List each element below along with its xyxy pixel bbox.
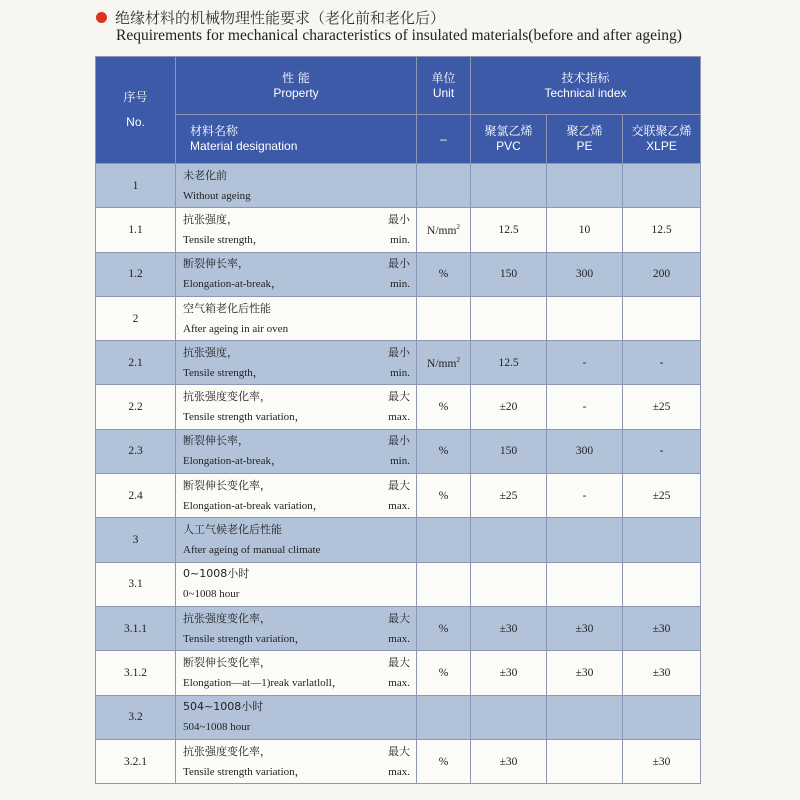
value-pvc: 12.5 xyxy=(471,341,547,385)
value-xlpe xyxy=(623,695,701,739)
heading-zh-text: 绝缘材料的机械物理性能要求（老化前和老化后） xyxy=(115,9,446,27)
row-unit xyxy=(417,474,471,518)
table-row xyxy=(96,562,701,606)
limit-zh: 最大 xyxy=(388,478,410,492)
limit-zh: 最小 xyxy=(388,212,410,226)
unit-text: % xyxy=(438,401,449,414)
value-xlpe: ±30 xyxy=(623,606,701,650)
row-property xyxy=(176,562,417,606)
unit-text: % xyxy=(438,445,449,458)
header-property-zh: 性 能 xyxy=(282,70,310,85)
table-row xyxy=(96,739,701,783)
value-pe xyxy=(547,739,623,783)
property-zh: 断裂伸长变化率， xyxy=(183,655,271,669)
header-unit-zh: 单位 xyxy=(431,70,456,85)
row-unit xyxy=(417,518,471,562)
requirements-table xyxy=(95,56,701,784)
header-no-zh: 序号 xyxy=(123,90,148,104)
value-pvc xyxy=(471,562,547,606)
limit-en: min. xyxy=(390,455,410,468)
value-pe xyxy=(547,695,623,739)
unit-text: % xyxy=(438,489,449,502)
value-pvc: ±20 xyxy=(471,385,547,429)
limit-zh: 最大 xyxy=(388,390,410,404)
row-number: 3.1.2 xyxy=(96,651,176,695)
row-unit xyxy=(417,695,471,739)
property-zh: 抗张强度， xyxy=(183,212,238,226)
header-no-en: No. xyxy=(126,115,145,129)
row-property xyxy=(176,341,417,385)
value-pe xyxy=(547,562,623,606)
heading-en: Requirements for mechanical characteristics of insulated materials(before and after ageing) xyxy=(116,27,682,44)
header-property-en: Property xyxy=(273,85,319,100)
property-zh: 0~1008小时 xyxy=(183,567,250,581)
value-xlpe: - xyxy=(623,341,701,385)
property-en: Elongation—at—1)reak varlatloll， xyxy=(183,676,343,689)
row-unit xyxy=(417,385,471,429)
value-pe xyxy=(547,296,623,340)
row-unit xyxy=(417,562,471,606)
property-en: Elongation-at-break variation， xyxy=(183,499,324,512)
table-row xyxy=(96,606,701,650)
unit-text: % xyxy=(438,755,449,768)
limit-en: min. xyxy=(390,278,410,291)
header-pvc-zh: 聚氯乙烯 xyxy=(484,124,533,138)
row-property xyxy=(176,651,417,695)
header-unit xyxy=(417,57,471,115)
header-unit-dash: – xyxy=(417,115,471,164)
property-en: Tensile strength variation， xyxy=(183,632,306,645)
value-xlpe xyxy=(623,164,701,208)
table-row xyxy=(96,695,701,739)
limit-en: max. xyxy=(388,676,410,689)
limit-en: min. xyxy=(390,233,410,246)
row-number: 3.1.1 xyxy=(96,606,176,650)
table-row xyxy=(96,341,701,385)
value-xlpe: ±25 xyxy=(623,385,701,429)
table-row xyxy=(96,252,701,296)
value-pvc: 12.5 xyxy=(471,208,547,252)
row-number: 3.2 xyxy=(96,695,176,739)
value-pvc: 150 xyxy=(471,252,547,296)
row-number: 2.2 xyxy=(96,385,176,429)
table-row xyxy=(96,474,701,518)
value-pvc: 150 xyxy=(471,429,547,473)
header-pe-en: PE xyxy=(576,139,593,153)
row-property xyxy=(176,164,417,208)
row-property xyxy=(176,208,417,252)
limit-zh: 最小 xyxy=(388,257,410,271)
table-body xyxy=(96,164,701,784)
property-en: After ageing in air oven xyxy=(183,322,289,335)
property-zh: 断裂伸长率， xyxy=(183,257,249,271)
value-pe xyxy=(547,518,623,562)
value-pvc: ±30 xyxy=(471,739,547,783)
value-xlpe: ±25 xyxy=(623,474,701,518)
table-row xyxy=(96,651,701,695)
value-pe: 300 xyxy=(547,429,623,473)
row-property xyxy=(176,385,417,429)
value-xlpe: 12.5 xyxy=(623,208,701,252)
property-zh: 人工气候老化后性能 xyxy=(183,523,282,537)
row-property xyxy=(176,606,417,650)
row-unit xyxy=(417,429,471,473)
value-pe: ±30 xyxy=(547,606,623,650)
row-property xyxy=(176,296,417,340)
property-en: Tensile strength， xyxy=(183,233,264,246)
row-unit xyxy=(417,606,471,650)
header-no xyxy=(96,57,176,164)
row-number: 2 xyxy=(96,296,176,340)
limit-zh: 最大 xyxy=(388,655,410,669)
value-xlpe xyxy=(623,562,701,606)
value-pvc xyxy=(471,296,547,340)
row-number: 2.4 xyxy=(96,474,176,518)
row-number: 3 xyxy=(96,518,176,562)
header-xlpe-zh: 交联聚乙烯 xyxy=(631,124,692,138)
property-zh: 未老化前 xyxy=(183,168,227,182)
limit-zh: 最大 xyxy=(388,744,410,758)
row-number: 1.1 xyxy=(96,208,176,252)
row-property xyxy=(176,474,417,518)
limit-en: max. xyxy=(388,499,410,512)
property-zh: 断裂伸长变化率， xyxy=(183,478,271,492)
header-material xyxy=(176,115,417,164)
limit-en: max. xyxy=(388,765,410,778)
value-pe: ±30 xyxy=(547,651,623,695)
limit-en: max. xyxy=(388,411,410,424)
unit-text: % xyxy=(438,268,449,281)
property-en: 0~1008 hour xyxy=(183,588,240,601)
header-pvc-en: PVC xyxy=(496,139,521,153)
unit-text: % xyxy=(438,622,449,635)
header-technical-index xyxy=(471,57,701,115)
property-en: 504~1008 hour xyxy=(183,721,251,734)
limit-zh: 最大 xyxy=(388,611,410,625)
table-row xyxy=(96,429,701,473)
unit-text: N/mm xyxy=(427,224,457,237)
value-xlpe xyxy=(623,296,701,340)
row-unit xyxy=(417,739,471,783)
row-unit xyxy=(417,296,471,340)
row-unit xyxy=(417,651,471,695)
row-property xyxy=(176,252,417,296)
row-number: 3.1 xyxy=(96,562,176,606)
unit-text: N/mm xyxy=(427,357,457,370)
red-bullet-icon xyxy=(96,12,107,23)
row-number: 2.1 xyxy=(96,341,176,385)
row-unit xyxy=(417,164,471,208)
header-unit-en: Unit xyxy=(432,85,455,100)
value-pvc xyxy=(471,518,547,562)
value-pvc xyxy=(471,164,547,208)
row-unit xyxy=(417,252,471,296)
value-pe: - xyxy=(547,474,623,518)
property-zh: 空气箱老化后性能 xyxy=(183,301,271,315)
row-unit xyxy=(417,341,471,385)
value-pe: - xyxy=(547,385,623,429)
table-row xyxy=(96,385,701,429)
row-property xyxy=(176,518,417,562)
header-pe xyxy=(547,115,623,164)
unit-text: % xyxy=(438,666,449,679)
limit-zh: 最小 xyxy=(388,345,410,359)
property-en: Tensile strength variation， xyxy=(183,411,306,424)
value-pvc: ±30 xyxy=(471,651,547,695)
property-en: Elongation-at-break， xyxy=(183,455,282,468)
header-pvc xyxy=(471,115,547,164)
property-en: Without ageing xyxy=(183,189,251,202)
value-xlpe: 200 xyxy=(623,252,701,296)
header-property xyxy=(176,57,417,115)
table-row xyxy=(96,296,701,340)
property-en: Tensile strength variation， xyxy=(183,765,306,778)
unit-superscript: 2 xyxy=(456,355,460,364)
property-zh: 抗张强度变化率， xyxy=(183,390,271,404)
property-zh: 抗张强度， xyxy=(183,345,238,359)
property-en: Tensile strength， xyxy=(183,366,264,379)
row-number: 1.2 xyxy=(96,252,176,296)
header-tech-zh: 技术指标 xyxy=(561,70,610,85)
unit-superscript: 2 xyxy=(456,223,460,232)
row-number: 3.2.1 xyxy=(96,739,176,783)
value-xlpe xyxy=(623,518,701,562)
header-tech-en: Technical index xyxy=(544,85,627,100)
table-row xyxy=(96,208,701,252)
value-pe: 300 xyxy=(547,252,623,296)
table-row xyxy=(96,164,701,208)
limit-zh: 最小 xyxy=(388,434,410,448)
row-property xyxy=(176,739,417,783)
property-zh: 抗张强度变化率， xyxy=(183,611,271,625)
value-pvc xyxy=(471,695,547,739)
header-xlpe xyxy=(623,115,701,164)
table-row xyxy=(96,518,701,562)
header-xlpe-en: XLPE xyxy=(646,139,677,153)
property-en: Elongation-at-break， xyxy=(183,278,282,291)
value-pe: - xyxy=(547,341,623,385)
header-material-zh: 材料名称 xyxy=(190,124,239,138)
property-zh: 断裂伸长率， xyxy=(183,434,249,448)
row-number: 2.3 xyxy=(96,429,176,473)
header-pe-zh: 聚乙烯 xyxy=(566,124,603,138)
value-pvc: ±25 xyxy=(471,474,547,518)
limit-en: max. xyxy=(388,632,410,645)
row-property xyxy=(176,695,417,739)
property-zh: 504~1008小时 xyxy=(183,700,264,714)
header-material-en: Material designation xyxy=(190,139,298,153)
property-en: After ageing of manual climate xyxy=(183,544,321,557)
value-pe xyxy=(547,164,623,208)
heading-zh xyxy=(96,7,445,28)
value-xlpe: ±30 xyxy=(623,739,701,783)
value-pvc: ±30 xyxy=(471,606,547,650)
value-xlpe: ±30 xyxy=(623,651,701,695)
property-zh: 抗张强度变化率， xyxy=(183,744,271,758)
limit-en: min. xyxy=(390,366,410,379)
row-number: 1 xyxy=(96,164,176,208)
value-xlpe: - xyxy=(623,429,701,473)
row-property xyxy=(176,429,417,473)
value-pe: 10 xyxy=(547,208,623,252)
row-unit xyxy=(417,208,471,252)
